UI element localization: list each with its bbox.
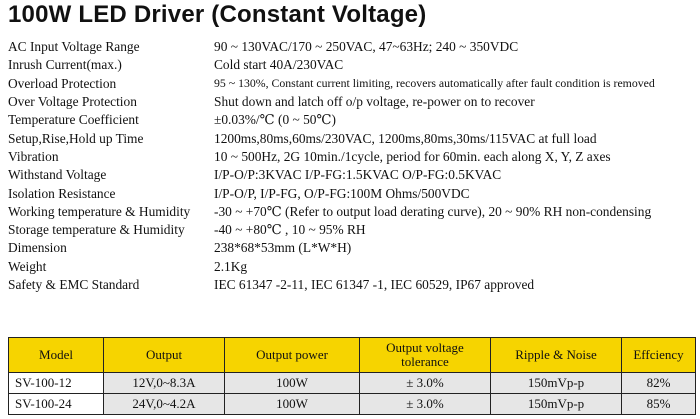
spec-row [8, 184, 698, 202]
specifications-list [8, 38, 698, 294]
spec-label: Isolation Resistance [8, 185, 116, 201]
spec-label: Inrush Current(max.) [8, 57, 122, 73]
spec-value: IEC 61347 -2-11, IEC 61347 -1, IEC 60529, IP67 approved [214, 277, 535, 292]
ripple-noise-cell: 150mVp-p [491, 394, 622, 415]
column-header-output-power: Output power [225, 338, 360, 373]
spec-label: Working temperature & Humidity [8, 203, 191, 219]
spec-row [8, 148, 698, 166]
spec-value: -30 ~ +70℃ (Refer to output load derating curve), 20 ~ 90% RH non-condensing [214, 203, 652, 219]
spec-label: Dimension [8, 240, 67, 256]
spec-label: Withstand Voltage [8, 167, 107, 183]
spec-row [8, 75, 698, 93]
column-header-model: Model [9, 338, 104, 373]
spec-value: -40 ~ +80℃ , 10 ~ 95% RH [214, 222, 366, 238]
spec-value: 10 ~ 500Hz, 2G 10min./1cycle, period for 60min. each along X, Y, Z axes [214, 148, 611, 164]
spec-label: Overload Protection [8, 75, 117, 91]
voltage-tolerance-cell: ± 3.0% [360, 373, 491, 394]
table-row [9, 394, 696, 415]
spec-value: 90 ~ 130VAC/170 ~ 250VAC, 47~63Hz; 240 ~ 350VDC [214, 39, 519, 55]
spec-row [8, 258, 698, 276]
spec-row [8, 166, 698, 184]
spec-row [8, 276, 698, 294]
spec-label: Setup,Rise,Hold up Time [8, 130, 144, 146]
spec-value: 2.1Kg [214, 258, 248, 274]
spec-row [8, 93, 698, 111]
spec-value: I/P-O/P:3KVAC I/P-FG:1.5KVAC O/P-FG:0.5KVAC [214, 167, 502, 183]
page-title: 100W LED Driver (Constant Voltage) [8, 1, 427, 28]
spec-row [8, 221, 698, 239]
spec-label: Vibration [8, 148, 59, 164]
model-table [8, 337, 696, 415]
spec-label: Over Voltage Protection [8, 94, 137, 110]
spec-value: I/P-O/P, I/P-FG, O/P-FG:100M Ohms/500VDC [214, 185, 470, 201]
efficiency-cell: 82% [622, 373, 696, 394]
spec-label: Safety & EMC Standard [8, 277, 140, 292]
column-header-output: Output [104, 338, 225, 373]
spec-row [8, 203, 698, 221]
output-cell: 12V,0~8.3A [104, 373, 225, 394]
spec-label: Storage temperature & Humidity [8, 222, 185, 238]
table-row [9, 373, 696, 394]
spec-value: Shut down and latch off o/p voltage, re-power on to recover [214, 94, 535, 110]
spec-row [8, 38, 698, 56]
column-header-efficiency: Effciency [622, 338, 696, 373]
output-cell: 24V,0~4.2A [104, 394, 225, 415]
model-cell: SV-100-12 [9, 373, 104, 394]
ripple-noise-cell: 150mVp-p [491, 373, 622, 394]
spec-value: 1200ms,80ms,60ms/230VAC, 1200ms,80ms,30ms/115VAC at full load [214, 130, 597, 146]
spec-value: ±0.03%/℃ (0 ~ 50℃) [214, 112, 336, 128]
output-power-cell: 100W [225, 394, 360, 415]
efficiency-cell: 85% [622, 394, 696, 415]
voltage-tolerance-cell: ± 3.0% [360, 394, 491, 415]
output-power-cell: 100W [225, 373, 360, 394]
spec-value: Cold start 40A/230VAC [214, 57, 344, 73]
spec-row [8, 111, 698, 129]
table-header-row [9, 338, 696, 373]
column-header-ripple-noise: Ripple & Noise [491, 338, 622, 373]
spec-label: AC Input Voltage Range [8, 39, 140, 55]
spec-value: 95 ~ 130%, Constant current limiting, recovers automatically after fault condition is removed [214, 76, 655, 91]
spec-row [8, 56, 698, 74]
spec-label: Temperature Coefficient [8, 112, 139, 128]
spec-value: 238*68*53mm (L*W*H) [214, 240, 352, 256]
spec-row [8, 129, 698, 147]
model-cell: SV-100-24 [9, 394, 104, 415]
spec-label: Weight [8, 258, 47, 274]
spec-row [8, 239, 698, 257]
column-header-voltage-tolerance: Output voltage tolerance [360, 338, 491, 373]
